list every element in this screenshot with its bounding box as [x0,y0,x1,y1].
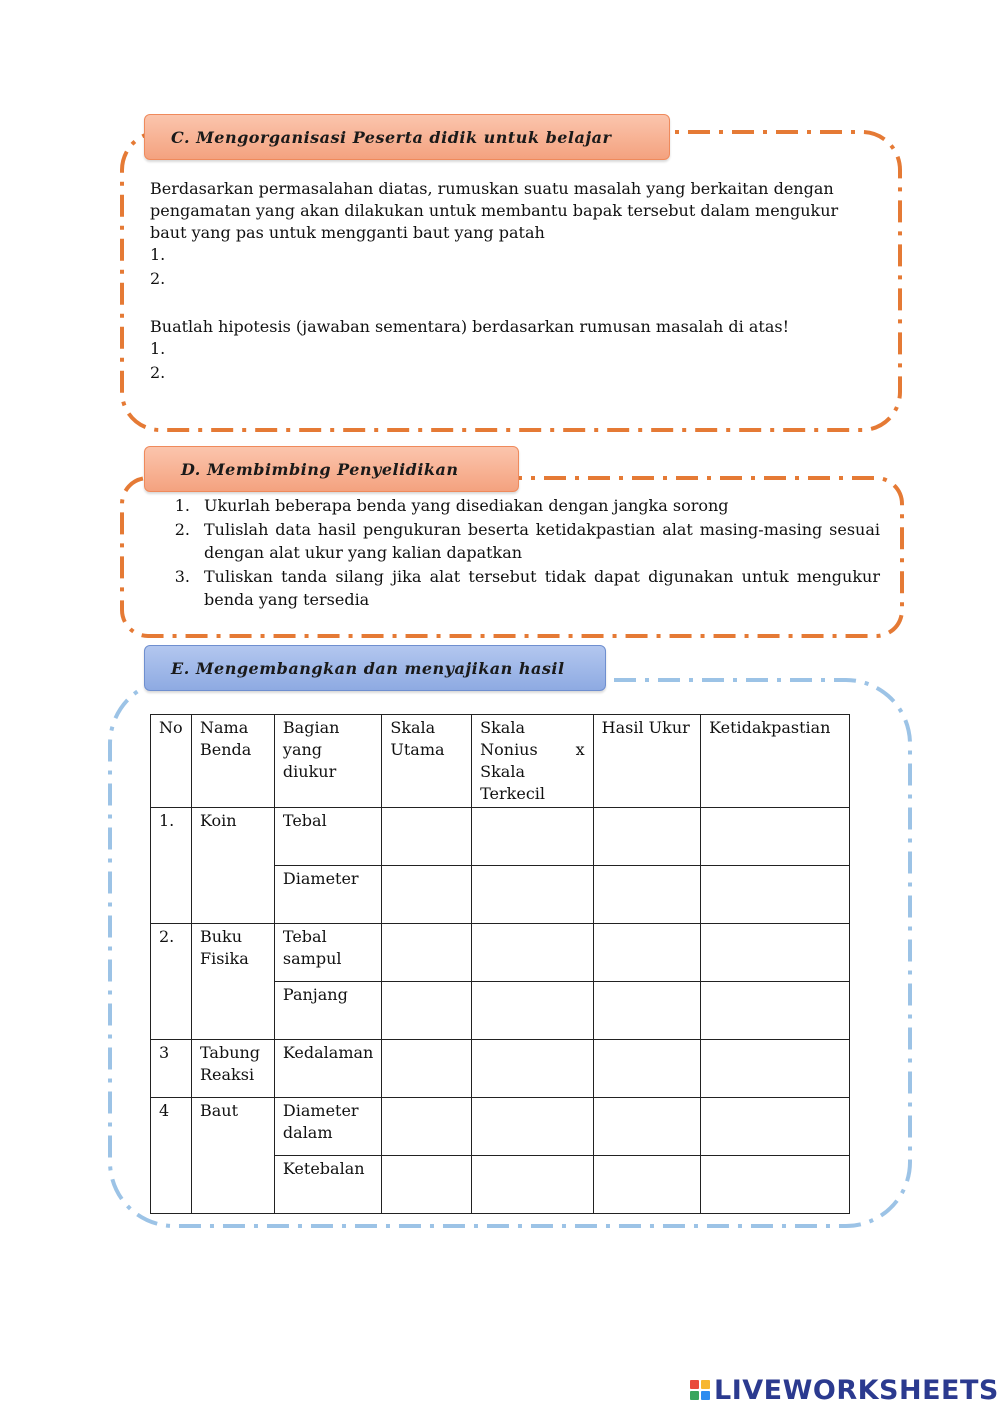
header-hasil-ukur: Hasil Ukur [593,715,700,808]
cell-no: 4 [151,1098,192,1214]
step-text: Ukurlah beberapa benda yang disediakan dengan jangka sorong [204,496,729,515]
header-skala-nonius: Skala Nonius x Skala Terkecil [472,715,594,808]
header-skala-utama: Skala Utama [382,715,472,808]
cell-hasil-ukur[interactable] [593,1040,700,1098]
cell-skala-utama[interactable] [382,924,472,982]
liveworksheets-logo[interactable] [690,1373,999,1407]
measurement-table [150,714,850,1214]
header-no: No [151,715,192,808]
rumusan-item-2[interactable]: 2. [150,269,166,288]
cell-no: 1. [151,808,192,924]
liveworksheets-logo-icon [690,1380,710,1400]
rumusan-item-1[interactable]: 1. [150,245,166,264]
cell-nama: Koin [191,808,274,924]
table-row [151,1040,850,1098]
hipotesis-prompt: Buatlah hipotesis (jawaban sementara) berdasarkan rumusan masalah di atas! [150,317,789,336]
cell-hasil-ukur[interactable] [593,808,700,866]
table-header-row [151,715,850,808]
section-c-title: C. Mengorganisasi Peserta didik untuk belajar [171,127,612,147]
cell-ketidakpastian[interactable] [701,982,850,1040]
cell-bagian: Tebal [274,808,381,866]
hipotesis-item-1[interactable]: 1. [150,339,166,358]
cell-skala-utama[interactable] [382,1156,472,1214]
header-bagian: Bagian yang diukur [274,715,381,808]
cell-skala-nonius[interactable] [472,866,594,924]
cell-hasil-ukur[interactable] [593,982,700,1040]
cell-ketidakpastian[interactable] [701,866,850,924]
liveworksheets-logo-text: LIVEWORKSHEETS [714,1374,999,1406]
cell-skala-utama[interactable] [382,1098,472,1156]
cell-bagian: Tebal sampul [274,924,381,982]
table-row [151,808,850,866]
cell-no: 3 [151,1040,192,1098]
cell-bagian: Panjang [274,982,381,1040]
step-number: 1. [174,496,190,515]
header-ketidakpastian: Ketidakpastian [701,715,850,808]
cell-bagian: Kedalaman [274,1040,381,1098]
cell-skala-nonius[interactable] [472,808,594,866]
cell-bagian: Diameter dalam [274,1098,381,1156]
cell-nama: Baut [191,1098,274,1214]
section-d-title: D. Membimbing Penyelidikan [181,459,459,479]
cell-skala-utama[interactable] [382,1040,472,1098]
cell-ketidakpastian[interactable] [701,1098,850,1156]
section-e-header [144,645,606,691]
table-row [151,1098,850,1156]
cell-hasil-ukur[interactable] [593,1156,700,1214]
cell-hasil-ukur[interactable] [593,1098,700,1156]
cell-nama: Tabung Reaksi [191,1040,274,1098]
step-number: 3. [174,566,190,586]
cell-ketidakpastian[interactable] [701,1040,850,1098]
cell-nama: Buku Fisika [191,924,274,1040]
cell-bagian: Diameter [274,866,381,924]
header-nama-benda: Nama Benda [191,715,274,808]
cell-hasil-ukur[interactable] [593,924,700,982]
cell-skala-utama[interactable] [382,866,472,924]
cell-no: 2. [151,924,192,1040]
cell-ketidakpastian[interactable] [701,924,850,982]
section-c-intro-text: Berdasarkan permasalahan diatas, rumuskan suatu masalah yang berkaitan dengan pengamatan yang akan dilakukan untuk membantu bapak tersebut dalam mengukur baut yang pas untuk mengganti baut yang patah [150,179,839,242]
cell-ketidakpastian[interactable] [701,808,850,866]
cell-skala-nonius[interactable] [472,1098,594,1156]
table-row [151,924,850,982]
cell-skala-nonius[interactable] [472,982,594,1040]
cell-skala-nonius[interactable] [472,1040,594,1098]
step-text: Tulislah data hasil pengukuran beserta ketidakpastian alat masing-masing sesuai dengan alat ukur yang kalian dapatkan [204,519,880,562]
step-text: Tuliskan tanda silang jika alat tersebut tidak dapat digunakan untuk mengukur benda yang tersedia [204,566,880,609]
cell-ketidakpastian[interactable] [701,1156,850,1214]
cell-skala-nonius[interactable] [472,1156,594,1214]
cell-skala-utama[interactable] [382,808,472,866]
step-number: 2. [174,519,190,539]
cell-skala-nonius[interactable] [472,924,594,982]
cell-skala-utama[interactable] [382,982,472,1040]
cell-hasil-ukur[interactable] [593,866,700,924]
hipotesis-item-2[interactable]: 2. [150,363,166,382]
cell-bagian: Ketebalan [274,1156,381,1214]
section-e-title: E. Mengembangkan dan menyajikan hasil [171,658,565,678]
